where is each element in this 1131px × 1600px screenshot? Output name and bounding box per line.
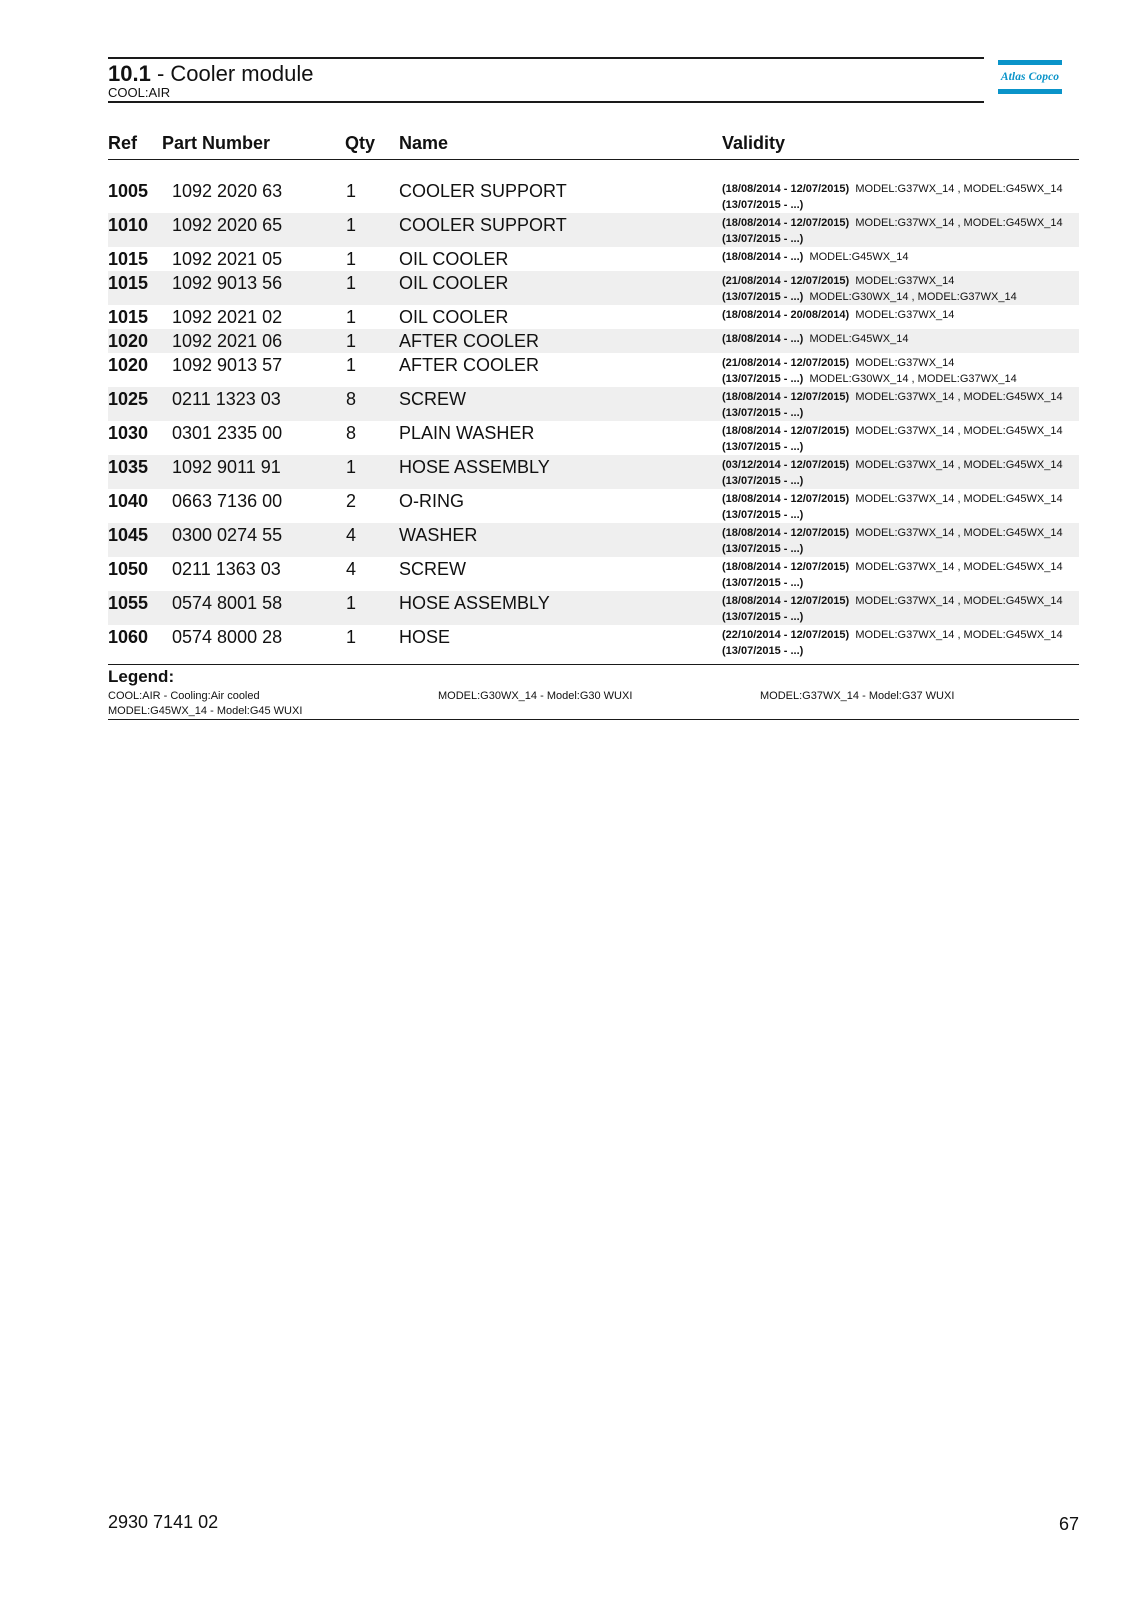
validity-models: MODEL:G37WX_14 , MODEL:G45WX_14 (855, 493, 1063, 505)
row-part-number: 0574 8000 28 (172, 627, 283, 647)
row-ref: 1040 (108, 491, 149, 511)
row-name: OIL COOLER (399, 273, 509, 293)
validity-line (722, 405, 1063, 421)
row-validity (722, 423, 1063, 455)
validity-line (722, 609, 1063, 625)
row-qty: 1 (346, 627, 357, 647)
row-validity (722, 457, 1063, 489)
row-qty: 8 (346, 423, 357, 443)
column-qty: Qty (345, 133, 376, 153)
row-qty: 1 (346, 307, 357, 327)
validity-period: (13/07/2015 - ...) (722, 475, 804, 487)
row-qty: 1 (346, 331, 357, 351)
page-number: 67 (1058, 1514, 1079, 1534)
validity-line (722, 525, 1063, 541)
row-qty: 4 (346, 525, 357, 545)
row-part-number: 1092 9013 56 (172, 273, 283, 293)
legend-item: MODEL:G37WX_14 - Model:G37 WUXI (760, 690, 955, 702)
row-name: WASHER (399, 525, 478, 545)
row-validity (722, 593, 1063, 625)
row-ref: 1035 (108, 457, 149, 477)
row-qty: 2 (346, 491, 357, 511)
row-ref: 1055 (108, 593, 149, 613)
row-validity (722, 273, 1017, 305)
validity-line (722, 215, 1063, 231)
validity-line (722, 289, 1017, 305)
validity-period: (13/07/2015 - ...) (722, 199, 804, 211)
row-name: HOSE (399, 627, 451, 647)
validity-period: (13/07/2015 - ...) (722, 373, 804, 385)
row-validity (722, 491, 1063, 523)
row-qty: 1 (346, 215, 357, 235)
row-ref: 1025 (108, 389, 149, 409)
validity-line (722, 541, 1063, 557)
validity-models: MODEL:G37WX_14 (855, 275, 955, 287)
validity-line (722, 273, 1017, 289)
validity-line (722, 307, 954, 323)
validity-line (722, 627, 1063, 643)
validity-period: (13/07/2015 - ...) (722, 291, 804, 303)
table-row (108, 271, 1079, 305)
validity-period: (13/07/2015 - ...) (722, 577, 804, 589)
row-qty: 1 (346, 355, 357, 375)
row-validity (722, 627, 1063, 659)
column-validity: Validity (722, 133, 786, 153)
validity-period: (18/08/2014 - 12/07/2015) (722, 217, 850, 229)
section-title-text: - Cooler module (150, 61, 314, 86)
validity-models: MODEL:G30WX_14 , MODEL:G37WX_14 (809, 373, 1017, 385)
validity-line (722, 575, 1063, 591)
row-name: AFTER COOLER (399, 331, 540, 351)
validity-line (722, 643, 1063, 659)
validity-line (722, 473, 1063, 489)
legend-item: COOL:AIR - Cooling:Air cooled (108, 690, 260, 702)
validity-period: (21/08/2014 - 12/07/2015) (722, 275, 850, 287)
row-ref: 1010 (108, 215, 149, 235)
validity-period: (13/07/2015 - ...) (722, 441, 804, 453)
row-part-number: 1092 2021 02 (172, 307, 283, 327)
row-part-number: 1092 9013 57 (172, 355, 283, 375)
row-qty: 1 (346, 457, 357, 477)
legend-item: MODEL:G30WX_14 - Model:G30 WUXI (438, 690, 633, 702)
row-validity (722, 389, 1063, 421)
validity-line (722, 355, 1017, 371)
validity-period: (13/07/2015 - ...) (722, 611, 804, 623)
validity-models: MODEL:G30WX_14 , MODEL:G37WX_14 (809, 291, 1017, 303)
row-name: HOSE ASSEMBLY (399, 457, 550, 477)
legend-item: MODEL:G45WX_14 - Model:G45 WUXI (108, 705, 303, 717)
table-row (108, 489, 1079, 523)
row-ref: 1050 (108, 559, 149, 579)
validity-period: (18/08/2014 - 12/07/2015) (722, 527, 850, 539)
table-row (108, 247, 1079, 271)
legend-title: Legend: (108, 667, 175, 686)
column-ref: Ref (108, 133, 138, 153)
validity-period: (13/07/2015 - ...) (722, 233, 804, 245)
validity-period: (13/07/2015 - ...) (722, 645, 804, 657)
validity-period: (18/08/2014 - ...) (722, 333, 804, 345)
row-qty: 1 (346, 273, 357, 293)
validity-models: MODEL:G37WX_14 , MODEL:G45WX_14 (855, 425, 1063, 437)
row-qty: 1 (346, 249, 357, 269)
validity-line (722, 249, 909, 265)
row-part-number: 1092 2021 05 (172, 249, 283, 269)
row-validity (722, 355, 1017, 387)
section-number: 10.1 (108, 61, 151, 86)
validity-models: MODEL:G37WX_14 , MODEL:G45WX_14 (855, 629, 1063, 641)
validity-line (722, 559, 1063, 575)
section-subtitle: COOL:AIR (108, 85, 171, 100)
validity-models: MODEL:G37WX_14 (855, 309, 955, 321)
row-part-number: 1092 9011 91 (172, 457, 281, 477)
row-name: COOLER SUPPORT (399, 181, 567, 201)
table-row (108, 523, 1079, 557)
validity-line (722, 231, 1063, 247)
validity-line (722, 423, 1063, 439)
validity-models: MODEL:G37WX_14 , MODEL:G45WX_14 (855, 459, 1063, 471)
validity-period: (03/12/2014 - 12/07/2015) (722, 459, 850, 471)
validity-period: (18/08/2014 - ...) (722, 251, 804, 263)
row-qty: 1 (346, 181, 357, 201)
table-row (108, 179, 1079, 213)
row-ref: 1020 (108, 331, 149, 351)
validity-models: MODEL:G37WX_14 , MODEL:G45WX_14 (855, 391, 1063, 403)
row-name: AFTER COOLER (399, 355, 540, 375)
table-row (108, 305, 1079, 329)
validity-line (722, 491, 1063, 507)
validity-line (722, 507, 1063, 523)
table-row (108, 353, 1079, 387)
row-name: SCREW (399, 389, 466, 409)
row-name: OIL COOLER (399, 307, 509, 327)
row-ref: 1045 (108, 525, 149, 545)
validity-models: MODEL:G45WX_14 (809, 333, 909, 345)
row-part-number: 0663 7136 00 (172, 491, 283, 511)
table-row (108, 557, 1079, 591)
document-number: 2930 7141 02 (108, 1512, 219, 1532)
row-part-number: 1092 2020 63 (172, 181, 283, 201)
table-row (108, 329, 1079, 353)
table-row (108, 455, 1079, 489)
validity-models: MODEL:G37WX_14 (855, 357, 955, 369)
table-row (108, 421, 1079, 455)
validity-line (722, 181, 1063, 197)
validity-period: (18/08/2014 - 12/07/2015) (722, 391, 850, 403)
row-ref: 1060 (108, 627, 149, 647)
row-part-number: 1092 2020 65 (172, 215, 283, 235)
validity-period: (22/10/2014 - 12/07/2015) (722, 629, 850, 641)
validity-models: MODEL:G45WX_14 (809, 251, 909, 263)
table-row (108, 625, 1079, 659)
column-part-number: Part Number (162, 133, 271, 153)
validity-period: (18/08/2014 - 12/07/2015) (722, 183, 850, 195)
column-name: Name (399, 133, 449, 153)
row-validity (722, 215, 1063, 247)
page-header (108, 57, 984, 103)
table-row (108, 213, 1079, 247)
row-ref: 1030 (108, 423, 149, 443)
row-part-number: 0574 8001 58 (172, 593, 283, 613)
row-ref: 1015 (108, 249, 149, 269)
row-qty: 4 (346, 559, 357, 579)
validity-line (722, 197, 1063, 213)
table-row (108, 387, 1079, 421)
validity-models: MODEL:G37WX_14 , MODEL:G45WX_14 (855, 595, 1063, 607)
row-ref: 1015 (108, 273, 149, 293)
row-validity (722, 181, 1063, 213)
validity-line (722, 593, 1063, 609)
validity-line (722, 389, 1063, 405)
row-part-number: 0211 1363 03 (172, 559, 281, 579)
validity-period: (13/07/2015 - ...) (722, 407, 804, 419)
parts-table-body (108, 179, 1079, 659)
validity-period: (13/07/2015 - ...) (722, 509, 804, 521)
logo-bottom-bar (998, 89, 1062, 94)
validity-models: MODEL:G37WX_14 , MODEL:G45WX_14 (855, 561, 1063, 573)
row-part-number: 1092 2021 06 (172, 331, 283, 351)
logo-text: Atlas Copco (1000, 71, 1060, 83)
legend (108, 664, 1079, 720)
row-ref: 1020 (108, 355, 149, 375)
validity-models: MODEL:G37WX_14 , MODEL:G45WX_14 (855, 217, 1063, 229)
row-name: HOSE ASSEMBLY (399, 593, 550, 613)
row-validity (722, 249, 909, 265)
row-part-number: 0301 2335 00 (172, 423, 283, 443)
validity-period: (18/08/2014 - 20/08/2014) (722, 309, 850, 321)
validity-period: (18/08/2014 - 12/07/2015) (722, 493, 850, 505)
validity-period: (18/08/2014 - 12/07/2015) (722, 595, 850, 607)
validity-models: MODEL:G37WX_14 , MODEL:G45WX_14 (855, 527, 1063, 539)
validity-line (722, 457, 1063, 473)
row-part-number: 0211 1323 03 (172, 389, 281, 409)
validity-line (722, 331, 909, 347)
row-ref: 1005 (108, 181, 149, 201)
validity-models: MODEL:G37WX_14 , MODEL:G45WX_14 (855, 183, 1063, 195)
validity-line (722, 371, 1017, 387)
row-name: OIL COOLER (399, 249, 509, 269)
row-name: O-RING (399, 491, 464, 511)
atlas-copco-logo (998, 60, 1062, 94)
validity-period: (13/07/2015 - ...) (722, 543, 804, 555)
validity-line (722, 439, 1063, 455)
validity-period: (18/08/2014 - 12/07/2015) (722, 425, 850, 437)
validity-period: (21/08/2014 - 12/07/2015) (722, 357, 850, 369)
row-ref: 1015 (108, 307, 149, 327)
row-validity (722, 331, 909, 347)
validity-period: (18/08/2014 - 12/07/2015) (722, 561, 850, 573)
row-name: COOLER SUPPORT (399, 215, 567, 235)
table-header (108, 131, 1079, 160)
row-validity (722, 525, 1063, 557)
section-title (108, 61, 313, 87)
row-qty: 1 (346, 593, 357, 613)
row-validity (722, 559, 1063, 591)
row-name: PLAIN WASHER (399, 423, 535, 443)
row-name: SCREW (399, 559, 466, 579)
table-row (108, 591, 1079, 625)
row-part-number: 0300 0274 55 (172, 525, 283, 545)
header-bottom-rule (108, 101, 984, 103)
row-validity (722, 307, 954, 323)
row-qty: 8 (346, 389, 357, 409)
